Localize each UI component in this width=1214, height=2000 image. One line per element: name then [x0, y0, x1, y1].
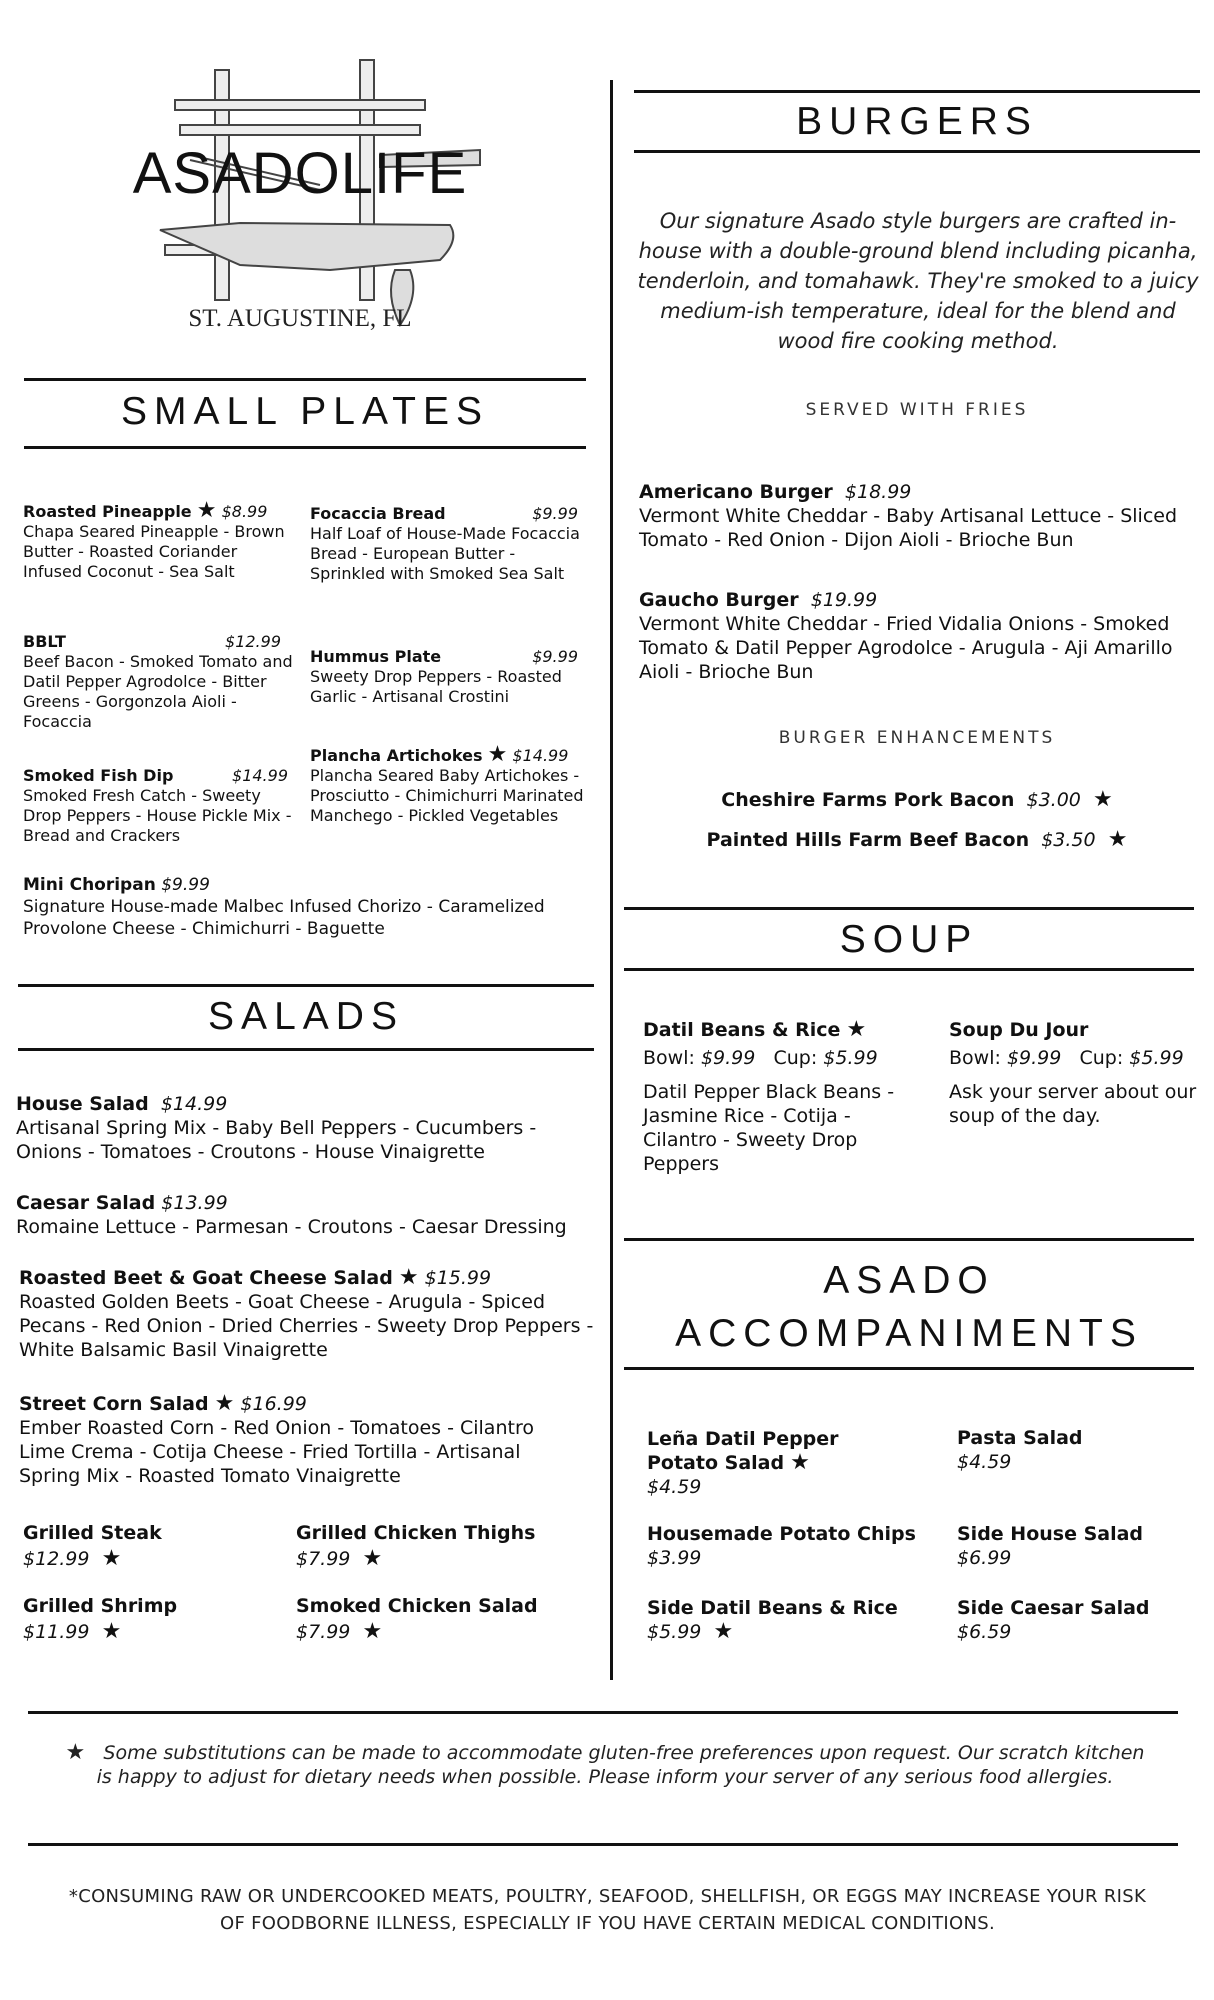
star-icon: ★ — [196, 498, 217, 523]
menu-item-smoked-fish-dip: Smoked Fish Dip $14.99 Smoked Fresh Catch - Sweety Drop Peppers - House Pickle Mix - Bread and Crackers — [23, 766, 292, 845]
star-icon: ★ — [487, 742, 508, 767]
star-icon: ★ — [214, 1391, 235, 1416]
star-icon: ★ — [713, 1619, 734, 1644]
menu-item-house-salad: House Salad $14.99 Artisanal Spring Mix - Baby Bell Peppers - Cucumbers - Onions - Tomatoes - Croutons - House Vinaigrette — [16, 1093, 537, 1163]
menu-item-roasted-beet-salad: Roasted Beet & Goat Cheese Salad ★ $15.99 Roasted Golden Beets - Goat Cheese - Arugula - Spiced Pecans - Red Onion - Dried Cherries - Sweety Drop Peppers - White Balsamic Basil Vinaigrette — [19, 1265, 594, 1361]
section-title-small-plates: SMALL PLATES — [121, 390, 489, 433]
burgers-intro: Our signature Asado style burgers are crafted in-house with a double-ground blend including picanha, tenderloin, and tomahawk. They're smoked to a juicy medium-ish temperature, ideal for the blend and wood fire cooking method. — [637, 209, 1199, 353]
star-icon: ★ — [1107, 827, 1128, 852]
divider — [634, 90, 1200, 93]
side-lena-potato-salad: Leña Datil Pepper Potato Salad ★ $4.59 — [647, 1428, 839, 1498]
served-with-fries: SERVED WITH FRIES — [805, 400, 1029, 420]
divider — [28, 1843, 1178, 1846]
star-icon: ★ — [398, 1265, 419, 1290]
section-title-accompaniments: ASADO ACCOMPANIMENTS — [675, 1259, 1143, 1355]
column-divider — [610, 80, 613, 1680]
menu-item-plancha-artichokes: Plancha Artichokes ★ $14.99 Plancha Seared Baby Artichokes - Prosciutto - Chimichurri Marinated Manchego - Pickled Vegetables — [310, 742, 584, 825]
enhancement-beef-bacon: Painted Hills Farm Beef Bacon $3.50 ★ — [706, 827, 1128, 852]
menu-item-bblt: BBLT $12.99 Beef Bacon - Smoked Tomato and Datil Pepper Agrodolce - Bitter Greens - Gorgonzola Aioli - Focaccia — [23, 632, 293, 731]
divider — [624, 1238, 1194, 1241]
menu-item-americano-burger: Americano Burger $18.99 Vermont White Cheddar - Baby Artisanal Lettuce - Sliced Tomato - Red Onion - Dijon Aioli - Brioche Bun — [639, 481, 1178, 551]
health-warning: *CONSUMING RAW OR UNDERCOOKED MEATS, POULTRY, SEAFOOD, SHELLFISH, OR EGGS MAY INCREASE YOUR RISK OF FOODBORNE ILLNESS, ESPECIALLY IF YOU HAVE CERTAIN MEDICAL CONDITIONS. — [68, 1886, 1147, 1934]
logo — [120, 55, 500, 345]
soup-du-jour: Soup Du Jour Bowl: $9.99 Cup: $5.99 Ask your server about our soup of the day. — [949, 1019, 1197, 1127]
side-datil-beans-rice: Side Datil Beans & Rice $5.99 ★ — [647, 1597, 898, 1644]
burger-enhancements-title: BURGER ENHANCEMENTS — [778, 728, 1056, 748]
menu-item-mini-choripan: Mini Choripan $9.99 Signature House-made Malbec Infused Chorizo - Caramelized Provolone Cheese - Chimichurri - Baguette — [23, 875, 545, 939]
addon-grilled-chicken-thighs: Grilled Chicken Thighs $7.99 ★ — [296, 1522, 536, 1571]
addon-grilled-steak: Grilled Steak $12.99 ★ — [23, 1522, 162, 1571]
side-pasta-salad: Pasta Salad $4.59 — [957, 1427, 1083, 1473]
star-icon: ★ — [846, 1017, 867, 1042]
location: ST. AUGUSTINE, FL — [188, 305, 412, 332]
side-potato-chips: Housemade Potato Chips $3.99 — [647, 1523, 916, 1569]
menu-item-gaucho-burger: Gaucho Burger $19.99 Vermont White Cheddar - Fried Vidalia Onions - Smoked Tomato & Datil Pepper Agrodolce - Arugula - Aji Amarillo Aioli - Brioche Bun — [639, 589, 1173, 683]
divider — [28, 1711, 1178, 1714]
enhancement-pork-bacon: Cheshire Farms Pork Bacon $3.00 ★ — [721, 787, 1113, 812]
divider — [624, 1367, 1194, 1370]
star-icon: ★ — [362, 1619, 383, 1644]
divider — [634, 150, 1200, 153]
addon-grilled-shrimp: Grilled Shrimp $11.99 ★ — [23, 1595, 178, 1644]
menu-item-roasted-pineapple: Roasted Pineapple ★ $8.99 Chapa Seared Pineapple - Brown Butter - Roasted Coriander Infused Coconut - Sea Salt — [23, 498, 285, 581]
divider — [624, 907, 1194, 910]
menu-item-hummus-plate: Hummus Plate $9.99 Sweety Drop Peppers - Roasted Garlic - Artisanal Crostini — [310, 647, 578, 706]
divider — [24, 446, 586, 449]
side-caesar-salad: Side Caesar Salad $6.59 — [957, 1597, 1150, 1643]
section-title-salads: SALADS — [208, 995, 404, 1038]
star-icon: ★ — [101, 1619, 122, 1644]
menu-item-focaccia-bread: Focaccia Bread $9.99 Half Loaf of House-Made Focaccia Bread - European Butter - Sprinkled with Smoked Sea Salt — [310, 504, 580, 583]
section-title-burgers: BURGERS — [796, 100, 1038, 143]
divider — [18, 984, 594, 987]
star-icon: ★ — [101, 1546, 122, 1571]
logo-text: ASADOLIFE — [132, 141, 468, 206]
menu-item-street-corn-salad: Street Corn Salad ★ $16.99 Ember Roasted Corn - Red Onion - Tomatoes - Cilantro Lime Crema - Cotija Cheese - Fried Tortilla - Artisanal Spring Mix - Roasted Tomato Vinaigrette — [19, 1391, 534, 1487]
soup-datil-beans-rice: Datil Beans & Rice ★ Bowl: $9.99 Cup: $5.99 Datil Pepper Black Beans - Jasmine Rice - Cotija - Cilantro - Sweety Drop Peppers — [643, 1017, 895, 1175]
divider — [624, 968, 1194, 971]
side-house-salad: Side House Salad $6.99 — [957, 1523, 1144, 1569]
section-title-soup: SOUP — [839, 918, 979, 961]
gluten-free-note: ★ Some substitutions can be made to accommodate gluten-free preferences upon request. Our scratch kitchen is happy to adjust for dietary needs when possible. Please inform your server of any serious food allergies. — [65, 1740, 1145, 1788]
menu-item-caesar-salad: Caesar Salad $13.99 Romaine Lettuce - Parmesan - Croutons - Caesar Dressing — [16, 1192, 567, 1238]
addon-smoked-chicken-salad: Smoked Chicken Salad $7.99 ★ — [296, 1595, 538, 1644]
divider — [18, 1048, 594, 1051]
star-icon: ★ — [65, 1740, 86, 1765]
star-icon: ★ — [1092, 787, 1113, 812]
star-icon: ★ — [362, 1546, 383, 1571]
divider — [24, 378, 586, 381]
star-icon: ★ — [790, 1450, 810, 1475]
